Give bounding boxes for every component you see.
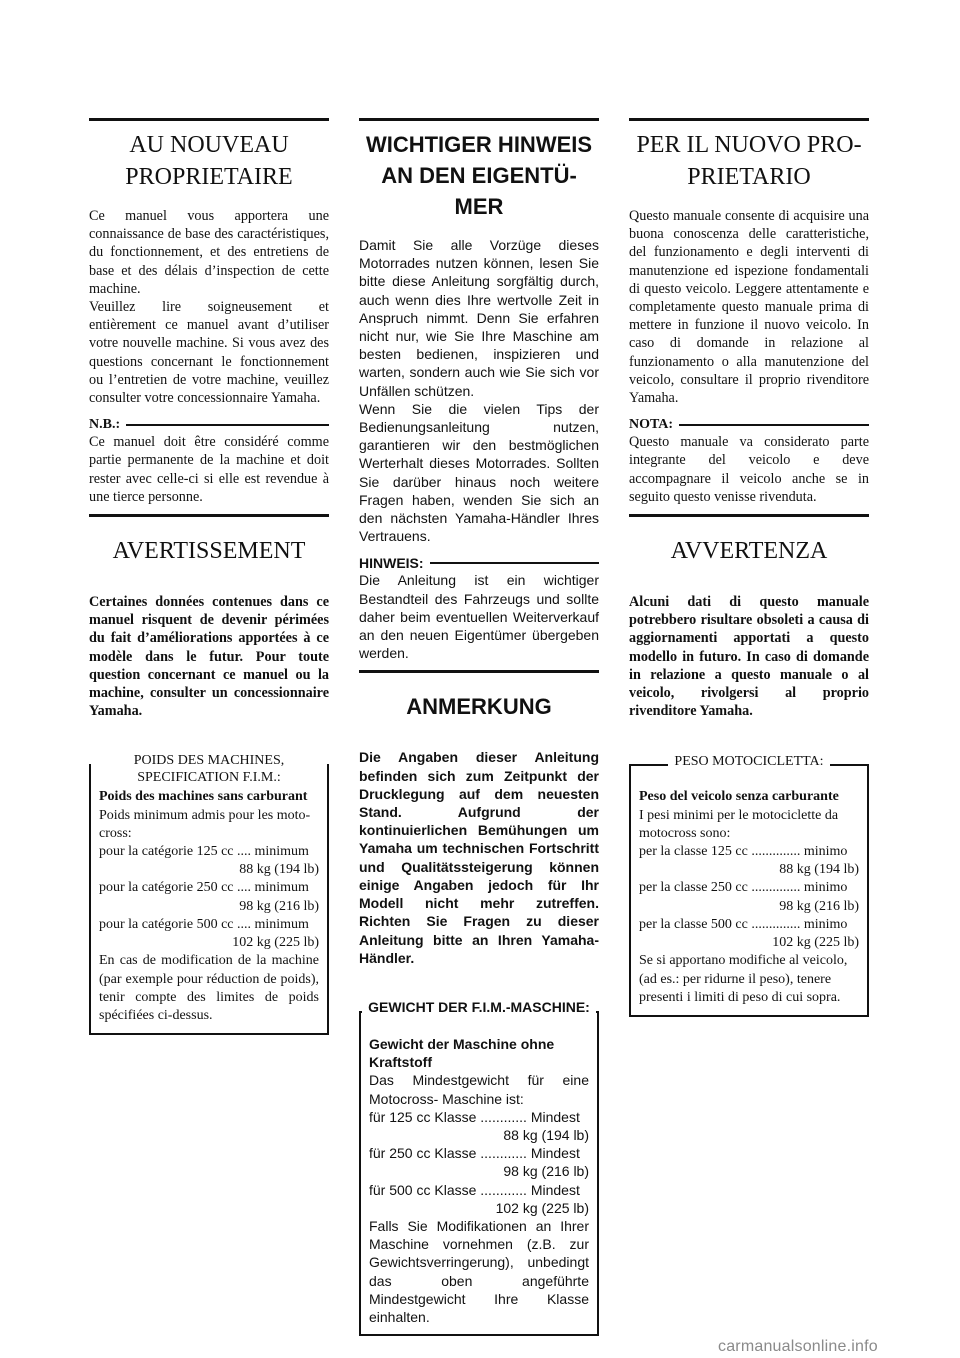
italian-box-label: PESO MOTOCICLETTA:: [668, 753, 829, 770]
note-rule: [126, 424, 329, 426]
section-rule: [629, 514, 869, 517]
german-row-value: 102 kg (225 lb): [495, 1199, 589, 1216]
german-warning-title: ANMERKUNG: [406, 694, 552, 720]
note-rule: [679, 424, 869, 426]
italian-warning-text: Alcuni dati di questo manuale potrebbero risultare obsoleti a causa di aggiornamenti apportati a questo modello in futuro. In caso di domande in relazione a questo manuale o al veicolo, rivolgersi al proprio rivenditore Yamaha.: [629, 594, 869, 720]
german-weight-box: [359, 998, 599, 1336]
german-row-label: für 500 cc Klasse ............ Mindest: [369, 1181, 580, 1198]
top-rule: [359, 118, 599, 121]
german-row-label: für 125 cc Klasse ............ Mindest: [369, 1108, 580, 1125]
german-note-label: HINWEIS:: [359, 555, 424, 572]
french-row-value: 102 kg (225 lb): [232, 935, 319, 951]
french-row-label: pour la catégorie 250 cc .... minimum: [99, 880, 309, 896]
italian-column: [629, 118, 869, 1017]
french-column: [89, 118, 329, 1035]
german-intro: Damit Sie alle Vorzüge dieses Motorrades nutzen können, lesen Sie bitte diese Anleitung sorgfältig durch, auch wenn dies Ihre wertvolle Zeit in Anspruch nimmt. Denn Sie erfahren nicht nur, wie Sie Ihre Maschine am besten bedienen, inspizieren und warten, sondern auch wie Sie sich vor Unfällen schützen.: [359, 237, 599, 399]
italian-row-label: per la classe 125 cc .............. minimo: [639, 844, 848, 860]
section-rule: [89, 514, 329, 517]
italian-warning-title: AVVERTENZA: [670, 538, 828, 565]
section-rule: [359, 670, 599, 673]
german-box-label: GEWICHT DER F.I.M.-MASCHINE:: [362, 999, 596, 1016]
italian-title: PER IL NUOVO PRO-PRIETARIO: [636, 132, 862, 190]
german-intro-2: Wenn Sie die vielen Tips der Bedienungsanleitung nutzen, garantieren wir den bestmöglichen Werterhalt dieses Motorrades. Sollten Sie darüber hinaus noch weitere Fragen haben, wenden Sie sich an den nächsten Yamaha-Händler Ihres Vertrauens.: [359, 400, 599, 545]
italian-box-intro: I pesi minimi per le motociclette da motocross sono:: [639, 807, 839, 841]
italian-row-value: 98 kg (216 lb): [779, 898, 859, 914]
german-note-text: Die Anleitung ist ein wichtiger Bestandteil des Fahrzeugs und sollte daher beim eventuellen Weiterverkauf an den neuen Eigentümer übergeben werden.: [359, 572, 599, 662]
french-note-label: N.B.:: [89, 417, 121, 433]
french-intro: Ce manuel vous apportera une connaissance de base des caractéristiques, du fonctionnement, et des entretiens de base et des délais d’inspection de cette machine.: [89, 208, 329, 297]
italian-note-label: NOTA:: [629, 417, 674, 433]
italian-row-label: per la classe 500 cc .............. minimo: [639, 916, 848, 932]
german-row-value: 88 kg (194 lb): [503, 1126, 589, 1143]
french-box-heading: Poids des machines sans carburant: [99, 789, 308, 805]
german-column: [359, 118, 599, 1336]
italian-weight-box: [629, 754, 869, 1016]
french-note-heading: [89, 417, 329, 433]
italian-row-label: per la classe 250 cc .............. minimo: [639, 880, 848, 896]
italian-intro: Questo manuale consente di acquisire una buona conoscenza delle caratteristiche, del funzionamento e degli interventi di manutenzione ed ispezione fondamentali di questo veicolo. Leggere attentamente e completamente questo manuale prima di mettere in funzione il nuovo veicolo. In caso di domande in relazione al funzionamento o alla manutenzione del veicolo, consultare il proprio rivenditore Yamaha.: [629, 208, 869, 407]
french-warning-text: Certaines données contenues dans ce manuel risquent de devenir périmées du fait d’améliorations apportées à ce modèle dans le futur. Pour toute question concernant ce manuel ou la machine, consulter un concessionnaire Yamaha.: [89, 594, 329, 720]
french-box-label: POIDS DES MACHINES, SPECIFICATION F.I.M.:: [91, 752, 327, 786]
italian-box-footer: Se si apportano modifiche al veicolo, (ad es.: per ridurne il peso), tenere presenti i limiti di peso di cui sopra.: [639, 953, 848, 1005]
german-title: WICHTIGER HINWEIS AN DEN EIGENTÜ-MER: [365, 132, 593, 219]
french-row-label: pour la catégorie 500 cc .... minimum: [99, 916, 309, 932]
note-rule: [430, 562, 599, 564]
french-intro-2: Veuillez lire soigneusement et entièrement ce manuel avant d’utiliser votre nouvelle machine. Si vous avez des questions concernant le fonctionnement ou l’entretien de votre machine, veuillez consulter votre concessionnaire Yamaha.: [89, 299, 329, 407]
french-box-footer: En cas de modification de la machine (par exemple pour réduction de poids), tenir compte des limites de poids spécifiées ci-dessus.: [99, 953, 319, 1023]
italian-note-heading: [629, 417, 869, 433]
french-weight-box: [89, 753, 329, 1035]
italian-note-text: Questo manuale va considerato parte integrante del veicolo e deve accompagnare il veicolo anche se in seguito questo venisse rivenduta.: [629, 434, 869, 505]
watermark-link[interactable]: carmanualsonline.info: [718, 1338, 878, 1355]
french-row-label: pour la catégorie 125 cc .... minimum: [99, 844, 309, 860]
german-row-label: für 250 cc Klasse ............ Mindest: [369, 1145, 580, 1162]
german-box-footer: Falls Sie Modifikationen an Ihrer Maschine vornehmen (z.B. zur Gewichtsverringerung), unbedingt das oben angeführte Mindestgewicht Ihre Klasse einhalten.: [369, 1217, 589, 1325]
italian-row-value: 102 kg (225 lb): [772, 935, 859, 951]
german-row-value: 98 kg (216 lb): [503, 1163, 589, 1180]
french-note-text: Ce manuel doit être considéré comme partie permanente de la machine et doit rester avec celle-ci si elle est revendue à une tierce personne.: [89, 434, 329, 505]
german-box-heading: Gewicht der Maschine ohne Kraftstoff: [369, 1035, 555, 1071]
french-row-value: 98 kg (216 lb): [239, 898, 319, 914]
french-warning-title: AVERTISSEMENT: [112, 538, 306, 565]
german-note-heading: [359, 555, 599, 571]
french-title: AU NOUVEAU PROPRIETAIRE: [125, 132, 293, 190]
italian-row-value: 88 kg (194 lb): [779, 862, 859, 878]
german-warning-text: Die Angaben dieser Anleitung befinden sich zum Zeitpunkt der Drucklegung auf dem neuesten Stand. Aufgrund der kontinuierlichen Bemühungen um Yamaha um technischen Fortschritt und Qualitätssteigerung können einige Angaben jedoch für Ihr Modell nicht mehr zutreffen. Richten Sie Fragen zu dieser Anleitung bitte an Ihren Yamaha-Händler.: [359, 749, 599, 966]
italian-box-heading: Peso del veicolo senza carburante: [639, 789, 839, 805]
german-box-intro: Das Mindestgewicht für eine Motocross- Maschine ist:: [369, 1072, 589, 1107]
top-rule: [89, 118, 329, 121]
french-row-value: 88 kg (194 lb): [239, 862, 319, 878]
french-box-intro: Poids minimum admis pour les moto-cross:: [99, 807, 311, 841]
top-rule: [629, 118, 869, 121]
